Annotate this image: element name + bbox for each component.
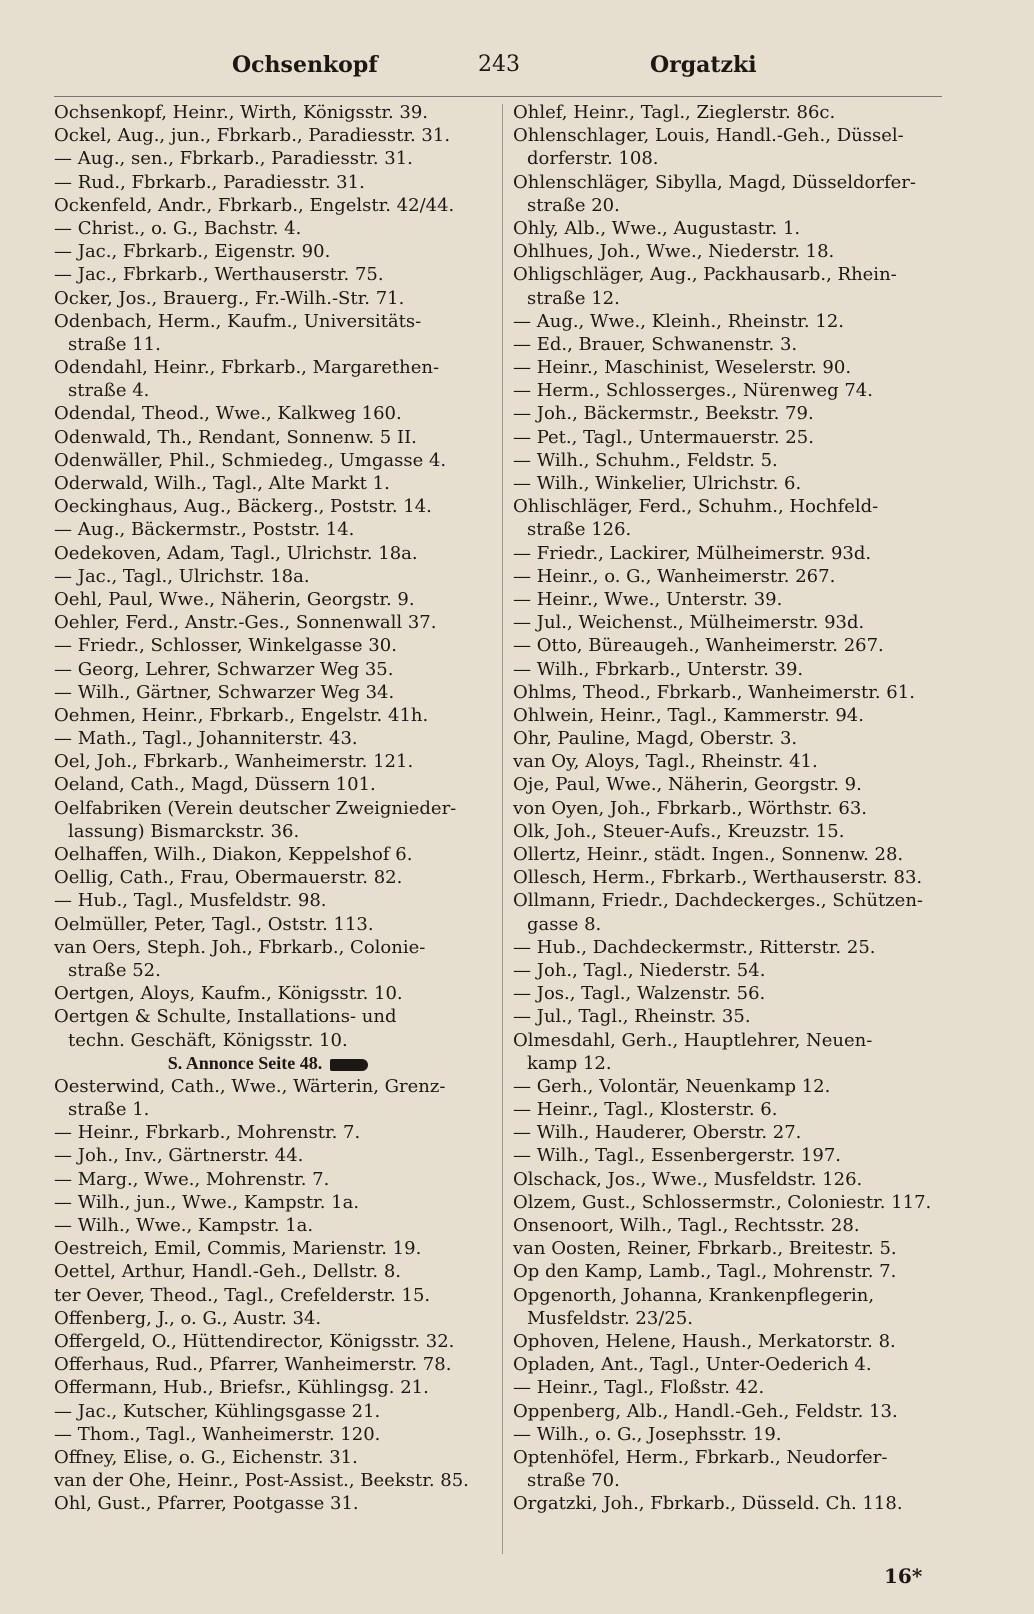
directory-entry-line: — Aug., Bäckermstr., Poststr. 14. xyxy=(54,519,355,541)
directory-entry-line: Ochsenkopf, Heinr., Wirth, Königsstr. 39. xyxy=(54,102,429,123)
directory-entry-line: — Gerh., Volontär, Neuenkamp 12. xyxy=(513,1075,831,1097)
directory-entry-line: van Oers, Steph. Joh., Fbrkarb., Colonie- xyxy=(54,936,426,958)
directory-entry-line: dorferstr. 108. xyxy=(527,148,659,170)
directory-entry-line: Ohlenschlager, Louis, Handl.-Geh., Düssel- xyxy=(513,125,904,147)
directory-entry-line: Odendal, Theod., Wwe., Kalkweg 160. xyxy=(54,403,402,425)
directory-entry-line: — Joh., Inv., Gärtnerstr. 44. xyxy=(54,1145,304,1167)
directory-entry-line: — Jac., Tagl., Ulrichstr. 18a. xyxy=(54,565,310,587)
directory-entry-line: straße 70. xyxy=(527,1470,620,1492)
header-rule xyxy=(54,96,942,97)
directory-entry-line: — Wilh., Wwe., Kampstr. 1a. xyxy=(54,1215,314,1236)
directory-entry-line: — Wilh., Hauderer, Oberstr. 27. xyxy=(513,1122,802,1144)
directory-entry-line: Oestreich, Emil, Commis, Marienstr. 19. xyxy=(54,1238,422,1260)
directory-entry-line: straße 52. xyxy=(68,959,161,981)
directory-entry-line: — Wilh., Winkelier, Ulrichstr. 6. xyxy=(513,473,802,494)
directory-entry-line: Offenberg, J., o. G., Austr. 34. xyxy=(54,1307,322,1329)
directory-entry-line: — Aug., Wwe., Kleinh., Rheinstr. 12. xyxy=(513,310,845,332)
directory-entry-line: Opladen, Ant., Tagl., Unter-Oederich 4. xyxy=(513,1354,872,1376)
directory-entry-line: — Joh., Tagl., Niederstr. 54. xyxy=(513,959,766,981)
directory-entry-line: Odenbach, Herm., Kaufm., Universitäts- xyxy=(54,310,422,332)
directory-entry-line: Oelmüller, Peter, Tagl., Oststr. 113. xyxy=(54,913,374,935)
directory-entry-line: Offerhaus, Rud., Pfarrer, Wanheimerstr. 78. xyxy=(54,1354,452,1376)
directory-entry-line: — Marg., Wwe., Mohrenstr. 7. xyxy=(54,1168,330,1190)
directory-entry-line: — Aug., sen., Fbrkarb., Paradiesstr. 31. xyxy=(54,148,413,170)
directory-entry-line: Ohlenschläger, Sibylla, Magd, Düsseldorfer- xyxy=(513,171,916,193)
directory-entry-line: Ocker, Jos., Brauerg., Fr.-Wilh.-Str. 71. xyxy=(54,287,405,309)
directory-entry-line: — Heinr., o. G., Wanheimerstr. 267. xyxy=(513,565,836,587)
directory-entry-line: straße 4. xyxy=(68,380,150,402)
directory-entry-line: — Joh., Bäckermstr., Beekstr. 79. xyxy=(513,403,814,425)
directory-entry-line: Ohligschläger, Aug., Packhausarb., Rhein- xyxy=(513,264,897,286)
directory-entry-line: — Otto, Büreaugeh., Wanheimerstr. 267. xyxy=(513,635,884,657)
directory-entry-line: — Rud., Fbrkarb., Paradiesstr. 31. xyxy=(54,171,365,193)
directory-entry-line: Oeland, Cath., Magd, Düssern 101. xyxy=(54,774,376,796)
directory-entry-line: straße 126. xyxy=(527,519,632,541)
directory-entry-line: straße 11. xyxy=(68,333,161,355)
directory-entry-line: Ohr, Pauline, Magd, Oberstr. 3. xyxy=(513,728,798,750)
directory-entry-line: — Heinr., Maschinist, Weselerstr. 90. xyxy=(513,357,852,379)
directory-entry-line: — Wilh., o. G., Josephsstr. 19. xyxy=(513,1423,782,1445)
printer-signature: 16* xyxy=(884,1564,923,1588)
directory-entry-line: — Jac., Fbrkarb., Eigenstr. 90. xyxy=(54,241,331,263)
directory-entry-line: Oelhaffen, Wilh., Diakon, Keppelshof 6. xyxy=(54,844,413,865)
directory-entry-line: Odendahl, Heinr., Fbrkarb., Margarethen- xyxy=(54,357,440,379)
directory-entry-line: kamp 12. xyxy=(527,1052,612,1074)
header-right-keyword: Orgatzki xyxy=(650,52,757,78)
directory-entry-line: Ockenfeld, Andr., Fbrkarb., Engelstr. 42/44. xyxy=(54,194,455,216)
directory-entry-line: Onsenoort, Wilh., Tagl., Rechtsstr. 28. xyxy=(513,1215,860,1236)
directory-entry-line: Ollmann, Friedr., Dachdeckerges., Schützen- xyxy=(513,890,923,912)
directory-entry-line: — Friedr., Schlosser, Winkelgasse 30. xyxy=(54,635,397,657)
directory-entry-line: — Jac., Kutscher, Kühlingsgasse 21. xyxy=(54,1400,381,1422)
directory-entry-line: — Wilh., Schuhm., Feldstr. 5. xyxy=(513,449,778,471)
directory-entry-line: — Heinr., Wwe., Unterstr. 39. xyxy=(513,588,783,610)
directory-entry-line: van Oosten, Reiner, Fbrkarb., Breitestr. 5. xyxy=(513,1238,897,1260)
directory-entry-line: — Wilh., jun., Wwe., Kampstr. 1a. xyxy=(54,1191,360,1213)
directory-entry-line: — Jul., Tagl., Rheinstr. 35. xyxy=(513,1006,751,1028)
directory-entry-line: Oesterwind, Cath., Wwe., Wärterin, Grenz- xyxy=(54,1075,446,1097)
directory-entry-line: gasse 8. xyxy=(527,913,602,935)
directory-entry-line: Musfeldstr. 23/25. xyxy=(527,1307,693,1329)
directory-entry-line: — Thom., Tagl., Wanheimerstr. 120. xyxy=(54,1423,381,1445)
directory-entry-line: Olschack, Jos., Wwe., Musfeldstr. 126. xyxy=(513,1168,863,1190)
directory-entry-line: Olmesdahl, Gerh., Hauptlehrer, Neuen- xyxy=(513,1029,873,1051)
directory-entry-line: — Pet., Tagl., Untermauerstr. 25. xyxy=(513,426,814,448)
directory-entry-line: — Jul., Weichenst., Mülheimerstr. 93d. xyxy=(513,612,865,634)
column-divider xyxy=(502,104,503,1554)
directory-entry-line: Oehmen, Heinr., Fbrkarb., Engelstr. 41h. xyxy=(54,704,429,726)
directory-entry-line: Ockel, Aug., jun., Fbrkarb., Paradiesstr. 31. xyxy=(54,125,451,147)
directory-entry-line: Oeckinghaus, Aug., Bäckerg., Poststr. 14. xyxy=(54,496,432,518)
directory-entry-line: Ollertz, Heinr., städt. Ingen., Sonnenw. 28. xyxy=(513,844,904,865)
directory-entry-line: — Wilh., Gärtner, Schwarzer Weg 34. xyxy=(54,681,395,703)
directory-entry-line: Oelfabriken (Verein deutscher Zweignieder- xyxy=(54,797,457,819)
directory-entry-line: Olk, Joh., Steuer-Aufs., Kreuzstr. 15. xyxy=(513,820,845,842)
directory-entry-line: techn. Geschäft, Königsstr. 10. xyxy=(68,1029,348,1051)
directory-entry-line: von Oyen, Joh., Fbrkarb., Wörthstr. 63. xyxy=(513,797,868,819)
directory-entry-line: Ollesch, Herm., Fbrkarb., Werthauserstr. 83. xyxy=(513,867,923,889)
directory-entry-line: straße 12. xyxy=(527,287,620,309)
annonce-reference: S. Annonce Seite 48. xyxy=(54,1052,482,1075)
directory-entry-line: — Wilh., Tagl., Essenbergerstr. 197. xyxy=(513,1145,841,1167)
directory-entry-line: — Jac., Fbrkarb., Werthauserstr. 75. xyxy=(54,264,384,286)
directory-entry-line: Optenhöfel, Herm., Fbrkarb., Neudorfer- xyxy=(513,1446,888,1468)
directory-entry-line: — Friedr., Lackirer, Mülheimerstr. 93d. xyxy=(513,542,872,564)
page-number: 243 xyxy=(478,52,520,77)
directory-entry-line: straße 20. xyxy=(527,194,620,216)
directory-entry-line: — Wilh., Fbrkarb., Unterstr. 39. xyxy=(513,658,804,680)
directory-entry-line: Ohly, Alb., Wwe., Augustastr. 1. xyxy=(513,217,801,239)
directory-entry-line: van der Ohe, Heinr., Post-Assist., Beekstr. 85. xyxy=(54,1470,469,1492)
directory-entry-line: Ophoven, Helene, Haush., Merkatorstr. 8. xyxy=(513,1330,896,1352)
directory-entry-line: Offermann, Hub., Briefsr., Kühlingsg. 21. xyxy=(54,1377,429,1399)
directory-entry-line: Offney, Elise, o. G., Eichenstr. 31. xyxy=(54,1446,358,1468)
left-column xyxy=(54,101,482,1515)
directory-entry-line: Oehler, Ferd., Anstr.-Ges., Sonnenwall 37. xyxy=(54,612,437,634)
directory-entry-line: Ohlhues, Joh., Wwe., Niederstr. 18. xyxy=(513,241,835,263)
directory-entry-line: Oettel, Arthur, Handl.-Geh., Dellstr. 8. xyxy=(54,1261,402,1283)
directory-entry-line: Oehl, Paul, Wwe., Näherin, Georgstr. 9. xyxy=(54,588,415,610)
directory-entry-line: Orgatzki, Joh., Fbrkarb., Düsseld. Ch. 118. xyxy=(513,1493,903,1515)
directory-entry-line: Oertgen, Aloys, Kaufm., Königsstr. 10. xyxy=(54,983,403,1005)
directory-entry-line: ter Oever, Theod., Tagl., Crefelderstr. 15. xyxy=(54,1284,431,1306)
directory-entry-line: — Heinr., Tagl., Floßstr. 42. xyxy=(513,1377,765,1399)
directory-entry-line: Ohlwein, Heinr., Tagl., Kammerstr. 94. xyxy=(513,704,864,726)
directory-entry-line: Ohlischläger, Ferd., Schuhm., Hochfeld- xyxy=(513,496,879,518)
directory-entry-line: Odenwald, Th., Rendant, Sonnenw. 5 II. xyxy=(54,426,417,448)
directory-entry-line: — Hub., Tagl., Musfeldstr. 98. xyxy=(54,890,327,912)
directory-entry-line: Oderwald, Wilh., Tagl., Alte Markt 1. xyxy=(54,473,390,494)
directory-entry-line: Ohlef, Heinr., Tagl., Zieglerstr. 86c. xyxy=(513,102,836,123)
directory-entry-line: straße 1. xyxy=(68,1099,150,1121)
directory-entry-line: — Herm., Schlosserges., Nürenweg 74. xyxy=(513,380,873,402)
header-left-keyword: Ochsenkopf xyxy=(232,52,378,78)
directory-entry-line: Olzem, Gust., Schlossermstr., Coloniestr. 117. xyxy=(513,1191,932,1213)
directory-entry-line: — Georg, Lehrer, Schwarzer Weg 35. xyxy=(54,658,394,680)
directory-entry-line: Odenwäller, Phil., Schmiedeg., Umgasse 4. xyxy=(54,449,447,471)
directory-entry-line: — Heinr., Tagl., Klosterstr. 6. xyxy=(513,1099,778,1121)
directory-entry-line: — Jos., Tagl., Walzenstr. 56. xyxy=(513,983,766,1005)
directory-entry-line: Oertgen & Schulte, Installations- und xyxy=(54,1006,397,1028)
directory-entry-line: Ohlms, Theod., Fbrkarb., Wanheimerstr. 61. xyxy=(513,681,915,703)
pointing-hand-icon xyxy=(330,1059,368,1071)
directory-entry-line: — Heinr., Fbrkarb., Mohrenstr. 7. xyxy=(54,1122,361,1144)
directory-entry-line: Oje, Paul, Wwe., Näherin, Georgstr. 9. xyxy=(513,774,862,796)
directory-entry-line: Opgenorth, Johanna, Krankenpflegerin, xyxy=(513,1284,875,1306)
right-column xyxy=(513,101,943,1515)
directory-entry-line: — Math., Tagl., Johanniterstr. 43. xyxy=(54,728,358,750)
directory-entry-line: — Hub., Dachdeckermstr., Ritterstr. 25. xyxy=(513,936,876,958)
directory-entry-line: Oedekoven, Adam, Tagl., Ulrichstr. 18a. xyxy=(54,542,418,564)
directory-entry-line: — Christ., o. G., Bachstr. 4. xyxy=(54,217,302,239)
directory-entry-line: Oppenberg, Alb., Handl.-Geh., Feldstr. 13. xyxy=(513,1400,898,1422)
directory-entry-line: Oellig, Cath., Frau, Obermauerstr. 82. xyxy=(54,867,403,889)
directory-entry-line: Op den Kamp, Lamb., Tagl., Mohrenstr. 7. xyxy=(513,1261,897,1283)
directory-entry-line: lassung) Bismarckstr. 36. xyxy=(68,820,300,842)
directory-entry-line: Ohl, Gust., Pfarrer, Pootgasse 31. xyxy=(54,1493,359,1515)
directory-entry-line: Offergeld, O., Hüttendirector, Königsstr. 32. xyxy=(54,1330,455,1352)
directory-entry-line: van Oy, Aloys, Tagl., Rheinstr. 41. xyxy=(513,751,818,773)
directory-entry-line: Oel, Joh., Fbrkarb., Wanheimerstr. 121. xyxy=(54,751,414,773)
directory-entry-line: — Ed., Brauer, Schwanenstr. 3. xyxy=(513,333,798,355)
